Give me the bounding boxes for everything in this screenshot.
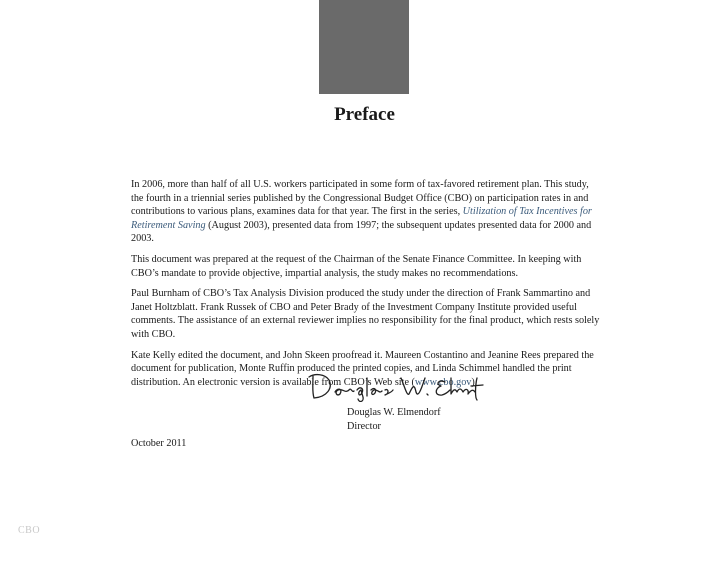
preface-body [131,178,601,396]
paragraph-intro-text-b: (August 2003), presented data from 1997; the subsequent updates presented data for 2000 and 2003. [131,219,592,245]
header-block [319,0,409,94]
page-title: Preface [334,104,395,125]
paragraph-request: This document was prepared at the request of the Chairman of the Senate Finance Committee. In keeping with CBO’s mandate to provide objective, impartial analysis, the study makes no recommendations. [131,253,582,279]
document-date: October 2011 [131,438,187,449]
signer-role: Director [347,420,381,432]
paragraph-production-text-a: Kate Kelly edited the document, and John Skeen proofread it. Maureen Costantino and Jeanine Rees prepared the document for publication, Monte Ruffin produced the printed copies, and Linda Schimmel handled the print distribution. An electronic version is available from CBO’s Web site ( [131,349,594,388]
report-title-link[interactable]: Utilization of Tax Incentives for Retirement Saving [131,206,592,231]
cbo-website-link[interactable]: www.cbo.gov [414,376,472,388]
signature-image [305,370,485,402]
signer-block [347,406,441,433]
cbo-footer-mark: CBO [18,525,41,536]
signer-name: Douglas W. Elmendorf [347,407,441,418]
paragraph-intro-text-a: In 2006, more than half of all U.S. workers participated in some form of tax-favored retirement plan. This study, the fourth in a triennial series published by the Congressional Budget Office (CBO) on participation rates in and contributions to various plans, examines data for that year. The first in the series, [131,179,589,218]
paragraph-production-text-b: ). [471,376,478,388]
paragraph-credits: Paul Burnham of CBO’s Tax Analysis Division produced the study under the direction of Frank Sammartino and Janet Holtzblatt. Frank Russek of CBO and Peter Brady of the Investment Company Institute provided useful comments. The assistance of an external reviewer implies no responsibility for the final product, which rests solely with CBO. [131,288,600,340]
paragraph-intro [131,178,601,246]
